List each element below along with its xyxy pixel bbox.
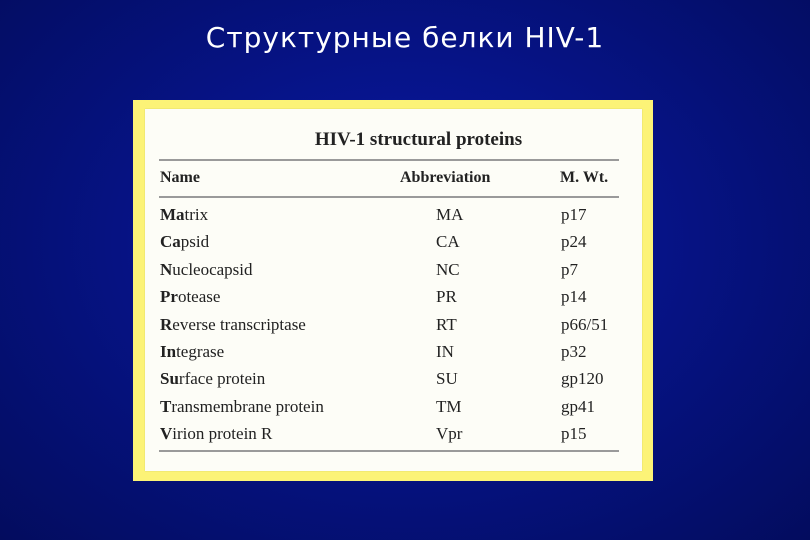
table-body: [145, 204, 642, 451]
table-row: [145, 259, 642, 286]
protein-mw: p15: [561, 424, 587, 444]
protein-name: Protease: [160, 287, 221, 307]
slide-title: Структурные белки HIV-1: [205, 21, 605, 54]
protein-abbreviation: Vpr: [436, 424, 463, 444]
protein-mw: gp120: [561, 369, 604, 389]
protein-mw: gp41: [561, 396, 595, 416]
protein-name: Matrix: [160, 205, 209, 224]
table-card: [145, 109, 642, 471]
protein-abbreviation: PR: [436, 287, 457, 307]
protein-name: Nucleocapsid: [160, 259, 253, 279]
protein-name: Virion protein R: [160, 424, 273, 444]
table-top-rule: [159, 159, 619, 161]
table-row: [145, 423, 642, 450]
protein-mw: p32: [561, 341, 587, 361]
protein-abbreviation: NC: [436, 259, 460, 279]
protein-mw: p24: [561, 232, 587, 252]
table-row: [145, 204, 642, 231]
protein-name: Capsid: [160, 232, 210, 252]
table-row: [145, 231, 642, 258]
table-header-row: [145, 167, 642, 191]
table-title: HIV-1 structural proteins: [314, 129, 523, 150]
protein-mw: p17: [561, 205, 587, 224]
table-header-rule: [159, 196, 619, 198]
protein-mw: p66/51: [561, 314, 609, 334]
header-name: Name: [160, 169, 200, 186]
protein-abbreviation: SU: [436, 369, 458, 389]
protein-name: Integrase: [160, 341, 225, 361]
protein-mw: p14: [561, 287, 587, 307]
protein-mw: p7: [561, 259, 578, 279]
table-row: [145, 368, 642, 395]
header-mw: M. Wt.: [560, 169, 609, 186]
protein-abbreviation: IN: [436, 341, 454, 361]
table-row: [145, 341, 642, 368]
protein-name: Surface protein: [160, 369, 266, 389]
protein-name: Reverse transcriptase: [160, 314, 306, 334]
table-row: [145, 396, 642, 423]
protein-name: Transmembrane protein: [160, 396, 324, 416]
protein-abbreviation: RT: [436, 314, 457, 334]
table-bottom-rule: [159, 450, 619, 452]
table-row: [145, 314, 642, 341]
header-abbreviation: Abbreviation: [400, 169, 491, 186]
protein-abbreviation: MA: [436, 205, 464, 224]
protein-abbreviation: TM: [436, 396, 462, 416]
table-row: [145, 286, 642, 313]
protein-abbreviation: CA: [436, 232, 460, 252]
